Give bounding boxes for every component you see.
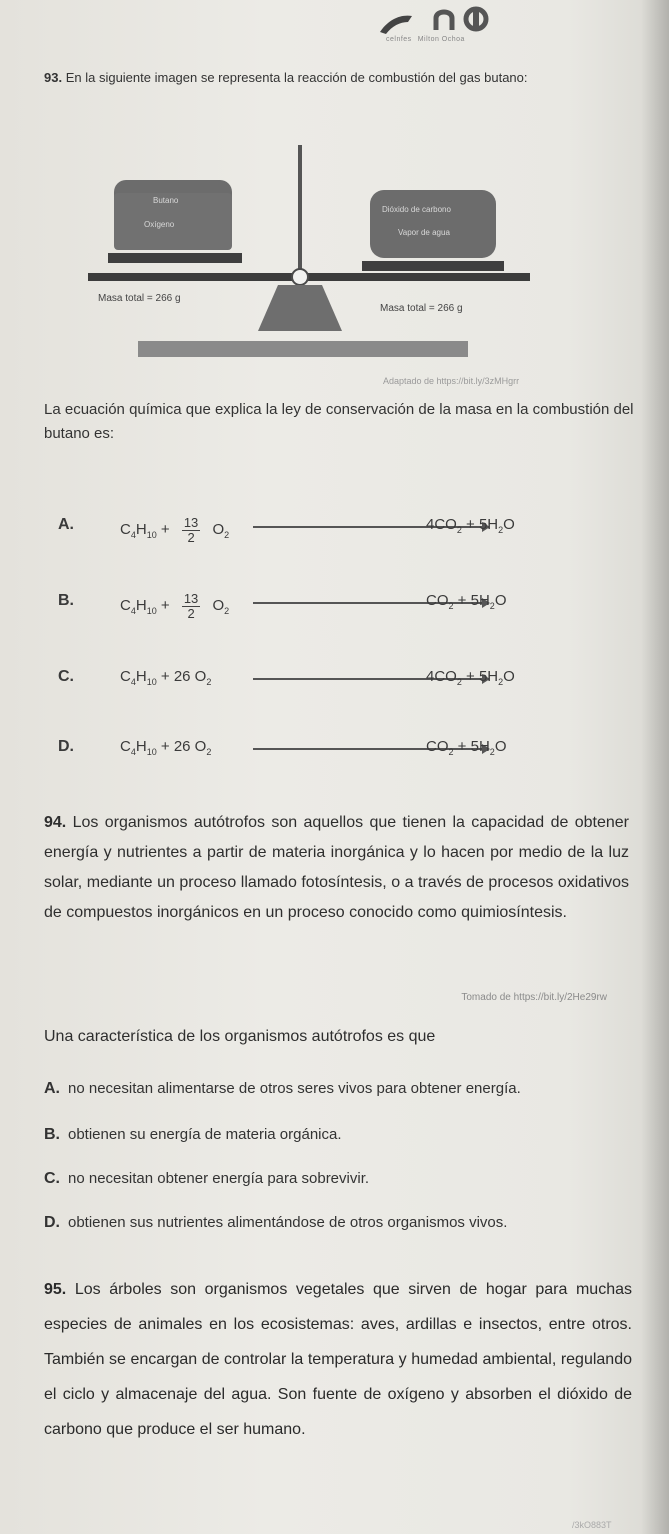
option-letter: C. [58,668,74,685]
question-number: 95. [44,1281,67,1298]
option-c[interactable] [58,666,618,692]
pivot-icon [292,269,308,285]
option-b[interactable] [58,590,618,621]
right-container [370,190,496,258]
right-mass-label: Masa total = 266 g [380,303,463,314]
left-mass-label: Masa total = 266 g [98,293,181,304]
answer-b[interactable] [44,1126,342,1144]
option-reactants: $C_4H_{10}$ + $\frac{13}{2}$ $O_2$ [120,515,230,545]
option-products: $CO_2 + 5H_2O$ [426,592,507,611]
balance-base [138,341,468,357]
option-reactants: $C_4H_{10}$ + $\frac{13}{2}$ $O_2$ [120,591,230,621]
image-credit: Adaptado de https://bit.ly/3zMHgrr [383,376,520,386]
answer-text: no necesitan alimentarse de otros seres vivos para obtener energía. [68,1080,521,1097]
question-number: 93. [44,70,63,85]
left-pan [108,253,242,263]
option-a[interactable] [58,514,618,545]
question-95-text [44,1272,632,1447]
question-93-text [44,68,604,88]
page-edge-shadow [641,0,669,1534]
left-box-label-1: Butano [153,196,179,205]
option-products: $4CO_2 + 5H_2O$ [426,516,515,535]
option-letter: B. [58,592,74,609]
answer-text: no necesitan obtener energía para sobrevivir. [68,1170,370,1187]
option-letter: D. [58,738,74,755]
fraction: $\frac{13}{2}$ [183,591,199,621]
question-body: En la siguiente imagen se representa la reacción de combustión del gas butano: [65,70,528,85]
balance-pole [298,145,302,277]
right-pan [362,261,504,271]
balance-stand [258,285,342,331]
answer-c[interactable] [44,1170,369,1188]
question-94-text [44,808,629,928]
right-box-label-1: Dióxido de carbono [382,205,451,214]
answer-d[interactable] [44,1214,507,1232]
option-products: $CO_2 + 5H_2O$ [426,738,507,757]
question-body: Los árboles son organismos vegetales que sirven de hogar para muchas especies de animales en los ecosistemas: aves, ardillas e insectos, entre otros. También se encargan de controlar la temperatura y humedad ambiental, regulando el ciclo y almacenaje del agua. Son fuente de oxígeno y absorben el dióxido de carbono que produce el ser humano. [44,1281,632,1438]
question-body: Los organismos autótrofos son aquellos que tienen la capacidad de obtener energía y nutrientes a partir de materia inorgánica y lo hacen por medio de la luz solar, mediante un proceso llamado fotosíntesis, o a través de procesos oxidativos de compuestos inorgánicos en un proceso conocido como quimiosíntesis. [44,814,629,921]
question-93-stem: La ecuación química que explica la ley de conservación de la masa en la combustión del butano es: [44,401,634,442]
question-94-stem: Una característica de los organismos autótrofos es que [44,1028,436,1045]
option-d[interactable] [58,736,618,762]
answer-letter: A. [44,1080,60,1097]
fraction: $\frac{13}{2}$ [183,515,199,545]
answer-letter: D. [44,1214,60,1231]
answer-letter: C. [44,1170,60,1187]
option-reactants: $C_4H_{10} + 26$ $O_2$ [120,668,212,687]
answer-letter: B. [44,1126,60,1143]
left-box-label-2: Oxígeno [144,220,175,229]
source-credit: Tomado de https://bit.ly/2He29rw [461,992,607,1003]
corner-code: /3kO883T [572,1520,612,1530]
answer-text: obtienen su energía de materia orgánica. [68,1126,342,1143]
answer-text: obtienen sus nutrientes alimentándose de otros organismos vivos. [68,1214,508,1231]
logo-subtext: Milton Ochoa [417,36,465,43]
balance-diagram [80,135,560,370]
right-box-label-2: Vapor de agua [398,228,450,237]
option-products: $4CO_2 + 5H_2O$ [426,668,515,687]
option-letter: A. [58,516,74,533]
option-reactants: $C_4H_{10} + 26$ $O_2$ [120,738,212,757]
logo-text: celnfes Milton Ochoa [386,36,465,43]
answer-a[interactable] [44,1080,521,1098]
question-number: 94. [44,814,67,831]
